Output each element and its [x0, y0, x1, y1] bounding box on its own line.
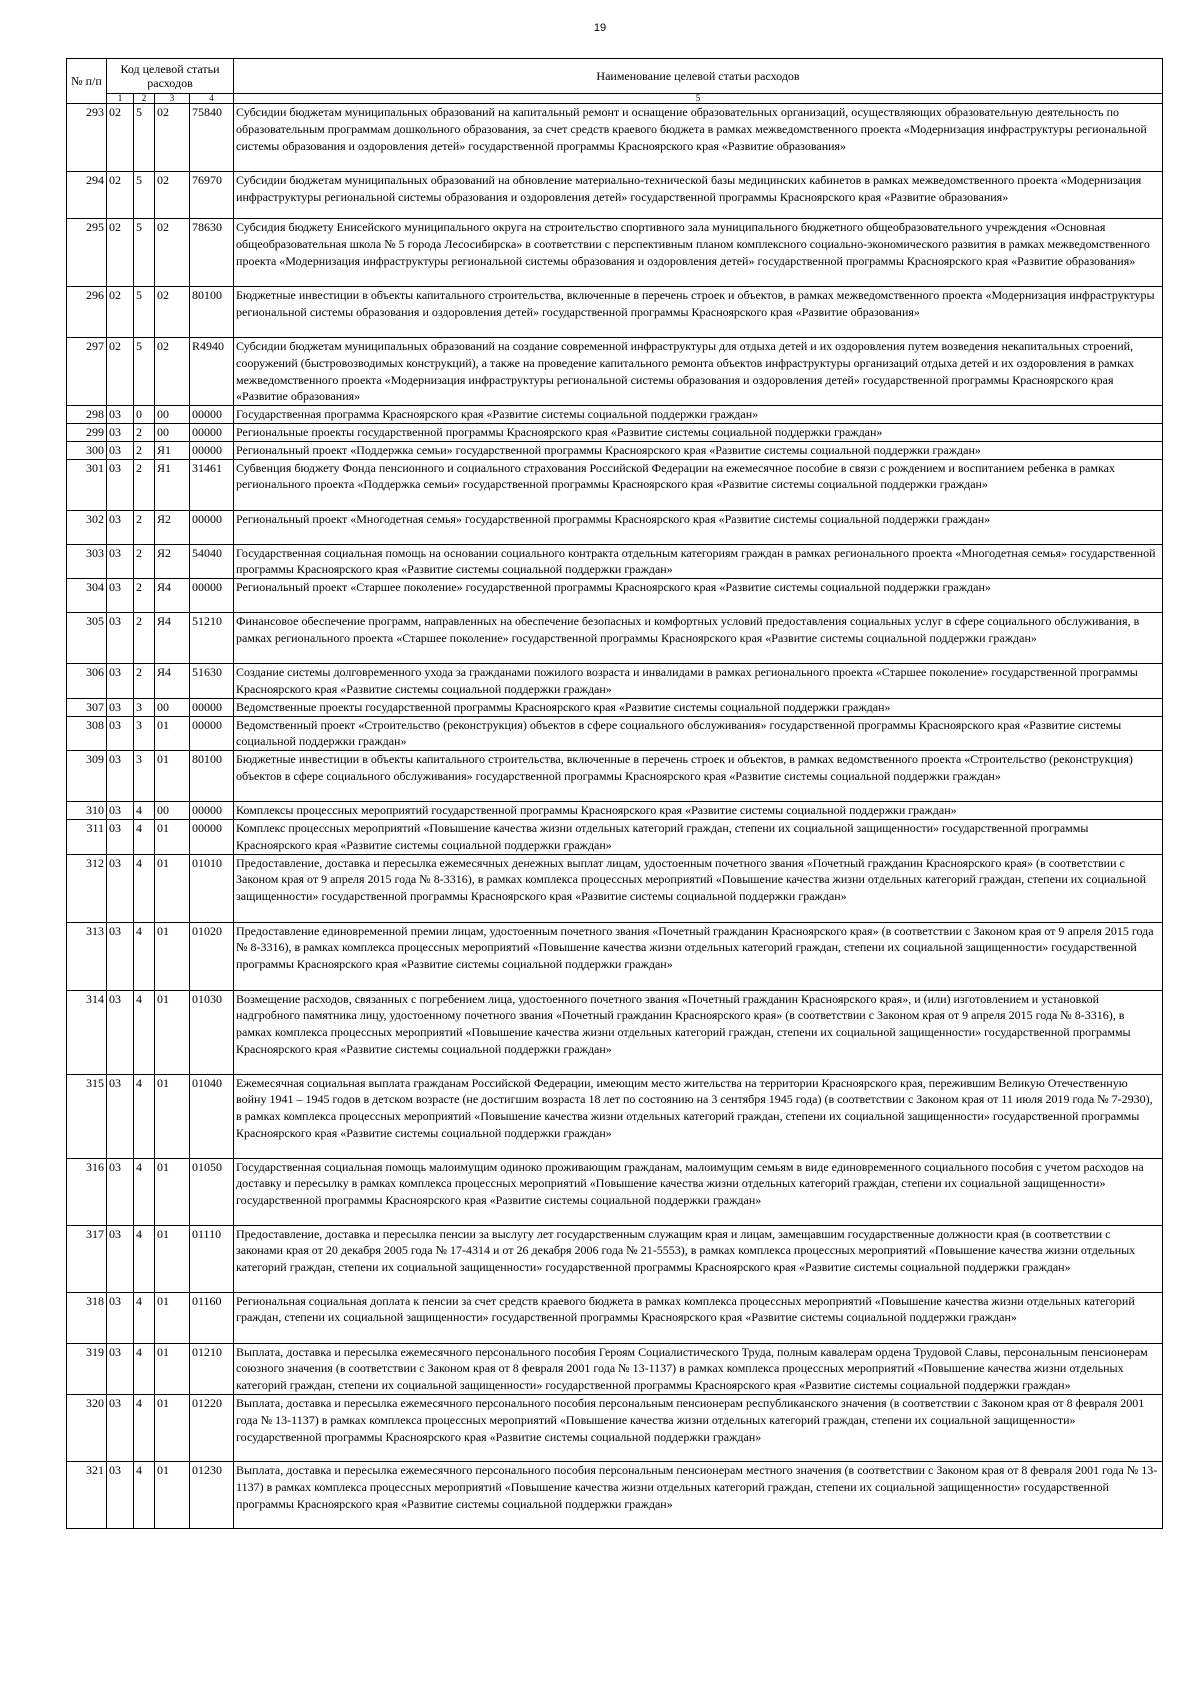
code-1: 03 [107, 698, 134, 716]
row-name: Создание системы долговременного ухода за гражданами пожилого возраста и инвалидами в рамках регионального проекта «Старшее поколение» государственной программы Красноярского края «Развитие системы социальной поддержки граждан» [234, 664, 1163, 699]
row-number: 303 [67, 544, 107, 579]
row-name: Возмещение расходов, связанных с погребением лица, удостоенного почетного звания «Почетный гражданин Красноярского края», и (или) изготовлением и установкой надгробного памятника лицу, удостоенному почетного звания «Почетный гражданин Красноярского края» (в соответствии с Законом края от 9 апреля 2015 года № 8-3316), в рамках комплекса процессных мероприятий «Повышение качества жизни отдельных категорий граждан, степени их социальной защищенности» государственной программы Красноярского края «Развитие системы социальной поддержки граждан» [234, 990, 1163, 1074]
code-1: 03 [107, 613, 134, 664]
row-name: Комплекс процессных мероприятий «Повышение качества жизни отдельных категорий граждан, степени их социальной защищенности» государственной программы Красноярского края «Развитие системы социальной поддержки граждан» [234, 819, 1163, 854]
code-2: 4 [134, 854, 155, 922]
code-2: 4 [134, 1292, 155, 1343]
row-number: 316 [67, 1158, 107, 1225]
code-1: 03 [107, 802, 134, 820]
code-2: 2 [134, 613, 155, 664]
code-3: 01 [155, 1394, 190, 1461]
code-1: 03 [107, 423, 134, 441]
code-3: Я1 [155, 459, 190, 510]
code-1: 03 [107, 819, 134, 854]
table-row [67, 751, 1163, 802]
code-4: 00000 [190, 716, 234, 751]
code-1: 03 [107, 990, 134, 1074]
code-3: 02 [155, 104, 190, 172]
code-2: 4 [134, 990, 155, 1074]
header-number: № п/п [67, 59, 107, 104]
row-name: Субсидии бюджетам муниципальных образований на создание современной инфраструктуры для отдыха детей и их оздоровления путем возведения некапитальных строений, сооружений (быстровозводимых конструкций), а также на проведение капитального ремонта объектов инфраструктуры организаций отдыха детей и их оздоровления в рамках межведомственного проекта «Модернизация инфраструктуры региональной системы образования и оздоровления детей» государственной программы Красноярского края «Развитие образования» [234, 338, 1163, 406]
code-3: Я4 [155, 664, 190, 699]
row-number: 311 [67, 819, 107, 854]
row-name: Выплата, доставка и пересылка ежемесячного персонального пособия персональным пенсионерам местного значения (в соответствии с Законом края от 8 февраля 2001 года № 13-1137) в рамках комплекса процессных мероприятий «Повышение качества жизни отдельных категорий граждан, степени их социальной защищенности» государственной программы Красноярского края «Развитие системы социальной поддержки граждан» [234, 1461, 1163, 1528]
code-4: R4940 [190, 338, 234, 406]
row-number: 308 [67, 716, 107, 751]
code-4: 78630 [190, 219, 234, 287]
code-2: 2 [134, 423, 155, 441]
code-2: 2 [134, 510, 155, 544]
code-3: 01 [155, 1461, 190, 1528]
row-name: Финансовое обеспечение программ, направленных на обеспечение безопасных и комфортных условий предоставления социальных услуг в сфере социального обслуживания, в рамках регионального проекта «Старшее поколение» государственной программы Красноярского края «Развитие системы социальной поддержки граждан» [234, 613, 1163, 664]
table-row [67, 104, 1163, 172]
row-number: 314 [67, 990, 107, 1074]
code-1: 02 [107, 338, 134, 406]
row-name: Региональный проект «Поддержка семьи» государственной программы Красноярского края «Развитие системы социальной поддержки граждан» [234, 441, 1163, 459]
row-number: 317 [67, 1225, 107, 1292]
code-4: 00000 [190, 510, 234, 544]
code-2: 4 [134, 1461, 155, 1528]
row-number: 319 [67, 1343, 107, 1394]
code-3: Я2 [155, 510, 190, 544]
code-1: 03 [107, 1461, 134, 1528]
code-3: 01 [155, 1343, 190, 1394]
row-name: Субсидии бюджетам муниципальных образований на капитальный ремонт и оснащение образовательных организаций, осуществляющих образовательную деятельность по образовательным программам дошкольного образования, за счет средств краевого бюджета в рамках межведомственного проекта «Модернизация инфраструктуры региональной системы образования и оздоровления детей» государственной программы Красноярского края «Развитие образования» [234, 104, 1163, 172]
table-body [67, 104, 1163, 1529]
code-4: 31461 [190, 459, 234, 510]
header-sub-2: 2 [134, 94, 155, 104]
row-number: 298 [67, 406, 107, 424]
table-row [67, 406, 1163, 424]
code-2: 5 [134, 104, 155, 172]
header-sub-3: 3 [155, 94, 190, 104]
code-2: 0 [134, 406, 155, 424]
row-name: Ведомственные проекты государственной программы Красноярского края «Развитие системы социальной поддержки граждан» [234, 698, 1163, 716]
code-4: 75840 [190, 104, 234, 172]
table-row [67, 990, 1163, 1074]
code-3: 02 [155, 172, 190, 219]
row-number: 304 [67, 579, 107, 613]
target-articles-table [66, 58, 1163, 1529]
code-2: 3 [134, 716, 155, 751]
code-4: 01040 [190, 1074, 234, 1158]
table-row [67, 1394, 1163, 1461]
code-3: 00 [155, 802, 190, 820]
code-1: 02 [107, 287, 134, 338]
code-3: 01 [155, 1074, 190, 1158]
row-number: 293 [67, 104, 107, 172]
code-1: 03 [107, 1225, 134, 1292]
row-name: Государственная социальная помощь на основании социального контракта отдельным категориям граждан в рамках регионального проекта «Многодетная семья» государственной программы Красноярского края «Развитие системы социальной поддержки граждан» [234, 544, 1163, 579]
row-number: 300 [67, 441, 107, 459]
code-2: 2 [134, 664, 155, 699]
code-3: 01 [155, 854, 190, 922]
code-1: 03 [107, 751, 134, 802]
table-row [67, 1292, 1163, 1343]
code-1: 03 [107, 1343, 134, 1394]
row-name: Выплата, доставка и пересылка ежемесячного персонального пособия персональным пенсионерам республиканского значения (в соответствии с Законом края от 8 февраля 2001 года № 13-1137) в рамках комплекса процессных мероприятий «Повышение качества жизни отдельных категорий граждан, степени их социальной защищенности» государственной программы Красноярского края «Развитие системы социальной поддержки граждан» [234, 1394, 1163, 1461]
row-number: 312 [67, 854, 107, 922]
code-2: 5 [134, 287, 155, 338]
code-3: 00 [155, 423, 190, 441]
table-row [67, 1343, 1163, 1394]
row-number: 299 [67, 423, 107, 441]
code-3: 02 [155, 287, 190, 338]
table-row [67, 338, 1163, 406]
row-name: Предоставление, доставка и пересылка пенсии за выслугу лет государственным служащим края и лицам, замещавшим государственные должности края (в соответствии с законами края от 20 декабря 2005 года № 17-4314 и от 26 декабря 2006 года № 21-5553), в рамках комплекса процессных мероприятий «Повышение качества жизни отдельных категорий граждан, степени их социальной защищенности» государственной программы Красноярского края «Развитие системы социальной поддержки граждан» [234, 1225, 1163, 1292]
table-row [67, 613, 1163, 664]
code-1: 03 [107, 854, 134, 922]
table-row [67, 423, 1163, 441]
row-number: 318 [67, 1292, 107, 1343]
code-2: 4 [134, 1343, 155, 1394]
header-sub-1: 1 [107, 94, 134, 104]
code-2: 4 [134, 922, 155, 990]
code-2: 4 [134, 1158, 155, 1225]
code-4: 00000 [190, 423, 234, 441]
table-row [67, 1074, 1163, 1158]
page-number: 19 [593, 22, 607, 34]
header-sub-4: 4 [190, 94, 234, 104]
table-row [67, 219, 1163, 287]
row-number: 295 [67, 219, 107, 287]
row-name: Региональный проект «Старшее поколение» государственной программы Красноярского края «Развитие системы социальной поддержки граждан» [234, 579, 1163, 613]
code-2: 5 [134, 338, 155, 406]
header-code: Код целевой статьи расходов [107, 59, 234, 94]
code-1: 03 [107, 1074, 134, 1158]
code-3: 00 [155, 406, 190, 424]
code-4: 01230 [190, 1461, 234, 1528]
code-3: 01 [155, 1225, 190, 1292]
code-2: 2 [134, 544, 155, 579]
code-2: 4 [134, 802, 155, 820]
code-3: Я4 [155, 613, 190, 664]
row-name: Государственная программа Красноярского края «Развитие системы социальной поддержки граждан» [234, 406, 1163, 424]
code-4: 51630 [190, 664, 234, 699]
row-name: Выплата, доставка и пересылка ежемесячного персонального пособия Героям Социалистического Труда, полным кавалерам ордена Трудовой Славы, персональным пенсионерам союзного значения (в соответствии с Законом края от 8 февраля 2001 года № 13-1137) в рамках комплекса процессных мероприятий «Повышение качества жизни отдельных категорий граждан, степени их социальной защищенности» государственной программы Красноярского края «Развитие системы социальной поддержки граждан» [234, 1343, 1163, 1394]
row-number: 294 [67, 172, 107, 219]
code-4: 51210 [190, 613, 234, 664]
row-number: 296 [67, 287, 107, 338]
code-3: 01 [155, 716, 190, 751]
code-2: 2 [134, 441, 155, 459]
row-number: 306 [67, 664, 107, 699]
code-4: 00000 [190, 698, 234, 716]
code-3: 01 [155, 751, 190, 802]
row-number: 320 [67, 1394, 107, 1461]
code-2: 2 [134, 459, 155, 510]
code-1: 02 [107, 172, 134, 219]
row-number: 315 [67, 1074, 107, 1158]
code-1: 03 [107, 579, 134, 613]
table-row [67, 854, 1163, 922]
row-number: 321 [67, 1461, 107, 1528]
code-4: 00000 [190, 802, 234, 820]
code-3: 01 [155, 1292, 190, 1343]
code-3: Я1 [155, 441, 190, 459]
code-3: Я2 [155, 544, 190, 579]
code-1: 03 [107, 716, 134, 751]
row-number: 307 [67, 698, 107, 716]
code-3: 02 [155, 219, 190, 287]
row-number: 310 [67, 802, 107, 820]
code-3: 00 [155, 698, 190, 716]
code-2: 2 [134, 579, 155, 613]
row-name: Региональный проект «Многодетная семья» государственной программы Красноярского края «Развитие системы социальной поддержки граждан» [234, 510, 1163, 544]
header-sub-5: 5 [234, 94, 1163, 104]
table-row [67, 664, 1163, 699]
table-row [67, 510, 1163, 544]
row-name: Субвенция бюджету Фонда пенсионного и социального страхования Российской Федерации на ежемесячное пособие в связи с рождением и воспитанием ребенка в рамках регионального проекта «Поддержка семьи» государственной программы Красноярского края «Развитие системы социальной поддержки граждан» [234, 459, 1163, 510]
code-3: 01 [155, 990, 190, 1074]
code-1: 03 [107, 1292, 134, 1343]
code-2: 4 [134, 819, 155, 854]
row-name: Ежемесячная социальная выплата гражданам Российской Федерации, имеющим место жительства на территории Красноярского края, пережившим Великую Отечественную войну 1941 – 1945 годов в детском возрасте (не достигшим возраста 18 лет по состоянию на 3 сентября 1945 года) (в соответствии с Законом края от 11 июля 2019 года № 7-2930), в рамках комплекса процессных мероприятий «Повышение качества жизни отдельных категорий граждан, степени их социальной защищенности» государственной программы Красноярского края «Развитие системы социальной поддержки граждан» [234, 1074, 1163, 1158]
code-1: 03 [107, 1158, 134, 1225]
table-row [67, 802, 1163, 820]
code-4: 01020 [190, 922, 234, 990]
code-1: 03 [107, 459, 134, 510]
row-number: 302 [67, 510, 107, 544]
header-name: Наименование целевой статьи расходов [234, 59, 1163, 94]
code-4: 76970 [190, 172, 234, 219]
code-3: 01 [155, 819, 190, 854]
row-number: 301 [67, 459, 107, 510]
code-2: 4 [134, 1225, 155, 1292]
table-row [67, 1225, 1163, 1292]
table-row [67, 922, 1163, 990]
table-row [67, 1461, 1163, 1528]
code-1: 03 [107, 510, 134, 544]
code-1: 03 [107, 406, 134, 424]
code-4: 01160 [190, 1292, 234, 1343]
code-1: 03 [107, 1394, 134, 1461]
code-4: 01210 [190, 1343, 234, 1394]
table-row [67, 819, 1163, 854]
row-number: 297 [67, 338, 107, 406]
row-name: Комплексы процессных мероприятий государственной программы Красноярского края «Развитие системы социальной поддержки граждан» [234, 802, 1163, 820]
table-row [67, 716, 1163, 751]
table-row [67, 459, 1163, 510]
code-4: 80100 [190, 287, 234, 338]
row-name: Предоставление, доставка и пересылка ежемесячных денежных выплат лицам, удостоенным почетного звания «Почетный гражданин Красноярского края» (в соответствии с Законом края от 9 апреля 2015 года № 8-3316), в рамках комплекса процессных мероприятий «Повышение качества жизни отдельных категорий граждан, степени их социальной защищенности» государственной программы Красноярского края «Развитие системы социальной поддержки граждан» [234, 854, 1163, 922]
row-name: Государственная социальная помощь малоимущим одиноко проживающим гражданам, малоимущим семьям в виде единовременного социального пособия с учетом расходов на доставку и пересылку в рамках комплекса процессных мероприятий «Повышение качества жизни отдельных категорий граждан, степени их социальной защищенности» государственной программы Красноярского края «Развитие системы социальной поддержки граждан» [234, 1158, 1163, 1225]
code-4: 01220 [190, 1394, 234, 1461]
code-2: 3 [134, 698, 155, 716]
code-4: 54040 [190, 544, 234, 579]
row-name: Региональные проекты государственной программы Красноярского края «Развитие системы социальной поддержки граждан» [234, 423, 1163, 441]
code-2: 3 [134, 751, 155, 802]
code-4: 80100 [190, 751, 234, 802]
row-number: 309 [67, 751, 107, 802]
table-row [67, 1158, 1163, 1225]
row-number: 305 [67, 613, 107, 664]
code-4: 00000 [190, 819, 234, 854]
code-4: 00000 [190, 579, 234, 613]
code-1: 03 [107, 544, 134, 579]
code-2: 5 [134, 219, 155, 287]
code-3: Я4 [155, 579, 190, 613]
table-row [67, 698, 1163, 716]
code-1: 02 [107, 219, 134, 287]
code-1: 03 [107, 441, 134, 459]
row-name: Субсидии бюджетам муниципальных образований на обновление материально-технической базы медицинских кабинетов в рамках межведомственного проекта «Модернизация инфраструктуры региональной системы образования и оздоровления детей» государственной программы Красноярского края «Развитие образования» [234, 172, 1163, 219]
row-number: 313 [67, 922, 107, 990]
code-4: 01050 [190, 1158, 234, 1225]
code-1: 03 [107, 664, 134, 699]
code-4: 00000 [190, 441, 234, 459]
code-2: 4 [134, 1074, 155, 1158]
row-name: Региональная социальная доплата к пенсии за счет средств краевого бюджета в рамках комплекса процессных мероприятий «Повышение качества жизни отдельных категорий граждан, степени их социальной защищенности» государственной программы Красноярского края «Развитие системы социальной поддержки граждан» [234, 1292, 1163, 1343]
code-1: 02 [107, 104, 134, 172]
row-name: Бюджетные инвестиции в объекты капитального строительства, включенные в перечень строек и объектов, в рамках межведомственного проекта «Модернизация инфраструктуры региональной системы образования и оздоровления детей» государственной программы Красноярского края «Развитие образования» [234, 287, 1163, 338]
table-row [67, 172, 1163, 219]
code-3: 02 [155, 338, 190, 406]
row-name: Субсидия бюджету Енисейского муниципального округа на строительство спортивного зала муниципального бюджетного общеобразовательного учреждения «Основная общеобразовательная школа № 5 города Лесосибирска» в соответствии с перспективным планом комплексного социально-экономического развития в рамках межведомственного проекта «Модернизация инфраструктуры региональной системы образования и оздоровления детей» государственной программы Красноярского края «Развитие образования» [234, 219, 1163, 287]
code-2: 5 [134, 172, 155, 219]
table-row [67, 287, 1163, 338]
row-name: Ведомственный проект «Строительство (реконструкция) объектов в сфере социального обслуживания» государственной программы Красноярского края «Развитие системы социальной поддержки граждан» [234, 716, 1163, 751]
row-name: Предоставление единовременной премии лицам, удостоенным почетного звания «Почетный гражданин Красноярского края» (в соответствии с Законом края от 9 апреля 2015 года № 8-3316), в рамках комплекса процессных мероприятий «Повышение качества жизни отдельных категорий граждан, степени их социальной защищенности» государственной программы Красноярского края «Развитие системы социальной поддержки граждан» [234, 922, 1163, 990]
code-3: 01 [155, 922, 190, 990]
code-4: 01110 [190, 1225, 234, 1292]
code-2: 4 [134, 1394, 155, 1461]
code-4: 01010 [190, 854, 234, 922]
row-name: Бюджетные инвестиции в объекты капитального строительства, включенные в перечень строек и объектов, в рамках ведомственного проекта «Строительство (реконструкция) объектов в сфере социального обслуживания» государственной программы Красноярского края «Развитие системы социальной поддержки граждан» [234, 751, 1163, 802]
table-row [67, 544, 1163, 579]
code-1: 03 [107, 922, 134, 990]
table-row [67, 441, 1163, 459]
code-3: 01 [155, 1158, 190, 1225]
table-row [67, 579, 1163, 613]
code-4: 00000 [190, 406, 234, 424]
code-4: 01030 [190, 990, 234, 1074]
